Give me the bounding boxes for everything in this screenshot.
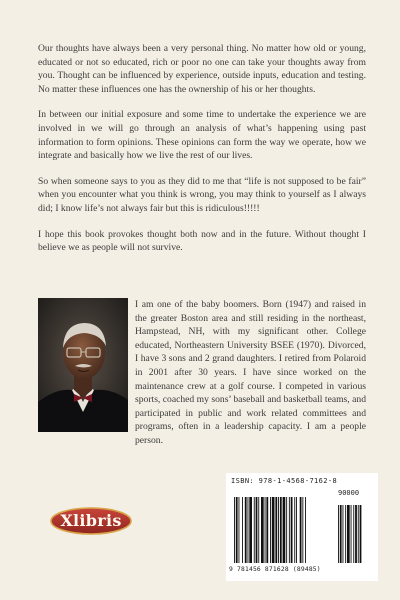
addon-barcode-bar — [340, 505, 342, 563]
addon-barcode-bar — [347, 505, 350, 563]
barcode-bar — [236, 497, 238, 563]
barcode-bar — [265, 497, 266, 563]
addon-barcode-bar — [345, 505, 346, 563]
isbn-label: ISBN: 978-1-4568-7162-8 — [231, 477, 338, 485]
intro-paragraph-3: So when someone says to you as they did to me that “life is not supposed to be fair” when you encounter what you think is wrong, you may think to yourself as I always did; I know life’s not always fair but this is ridiculous!!!!! — [38, 175, 366, 214]
addon-barcode-bar — [360, 505, 362, 563]
barcode-bar — [300, 497, 302, 563]
addon-barcode-bar — [343, 505, 344, 563]
logo-text: Xlibris — [60, 511, 122, 530]
barcode-bar — [256, 497, 258, 563]
barcode-bar — [294, 497, 295, 563]
barcode-bar — [280, 497, 282, 563]
author-photo-image — [38, 298, 128, 432]
addon-barcode-bar — [358, 505, 359, 563]
barcode-bar — [248, 497, 249, 563]
barcode-bar — [296, 497, 297, 563]
barcode-bar — [242, 497, 243, 563]
barcode-bar — [302, 497, 303, 563]
barcode-bar — [305, 497, 306, 563]
barcode-image — [226, 497, 378, 567]
xlibris-logo — [50, 507, 132, 535]
barcode-bar — [239, 497, 240, 563]
barcode-bar — [254, 497, 255, 563]
author-bio: I am one of the baby boomers. Born (1947) and raised in the greater Boston area and still residing in the northeast, Hampstead, NH, with my significant other. College educated, Northeastern University BSEE (1970). Divorced, I have 3 sons and 2 grand daughters. I retired from Polaroid in 2001 after 30 years. I have since worked on the maintenance crew at a golf course. I competed in various sports, coached my sons’ baseball and basketball teams, and participated in public and work related committees and programs, often in a leadership capacity. I am a people person. — [135, 299, 366, 446]
intro-text — [38, 42, 366, 255]
barcode-bar — [278, 497, 279, 563]
intro-paragraph-1: Our thoughts have always been a very personal thing. No matter how old or young, educated or not so educated, rich or poor no one can take your thoughts away from you. Thought can be influenced by experience, outside inputs, education and testing. No matter these influences one has the ownership of his or her thoughts. — [38, 43, 366, 95]
barcode-bar — [234, 497, 235, 563]
barcode-bar — [275, 497, 277, 563]
barcode-bar — [289, 497, 290, 563]
barcode-bar — [272, 497, 275, 563]
barcode-bar — [261, 497, 264, 563]
addon-barcode-bar — [353, 505, 354, 563]
barcode-digits: 9 781456 871628 (89485) — [229, 566, 321, 573]
barcode-bar — [283, 497, 286, 563]
barcode-bar — [270, 497, 271, 563]
addon-barcode-bar — [355, 505, 357, 563]
intro-paragraph-4: I hope this book provokes thought both now and in the future. Without thought I believe we as people will not survive. — [38, 228, 366, 254]
barcode-bar — [286, 497, 287, 563]
intro-paragraph-2: In between our initial exposure and some time to undertake the experience we are involved in we will go through an analysis of what’s happening using past information to form opinions. These opinions can form the way we operate, how we integrate and basically how we live the rest of our lives. — [38, 109, 366, 162]
author-photo — [38, 298, 128, 432]
barcode-panel — [226, 473, 378, 581]
barcode-bar — [258, 497, 259, 563]
addon-barcode-bar — [338, 505, 339, 563]
addon-number: 90000 — [338, 489, 360, 497]
barcode-bar — [266, 497, 268, 563]
barcode-bar — [245, 497, 247, 563]
barcode-bar — [249, 497, 252, 563]
addon-barcode-bar — [351, 505, 352, 563]
barcode-bar — [291, 497, 293, 563]
